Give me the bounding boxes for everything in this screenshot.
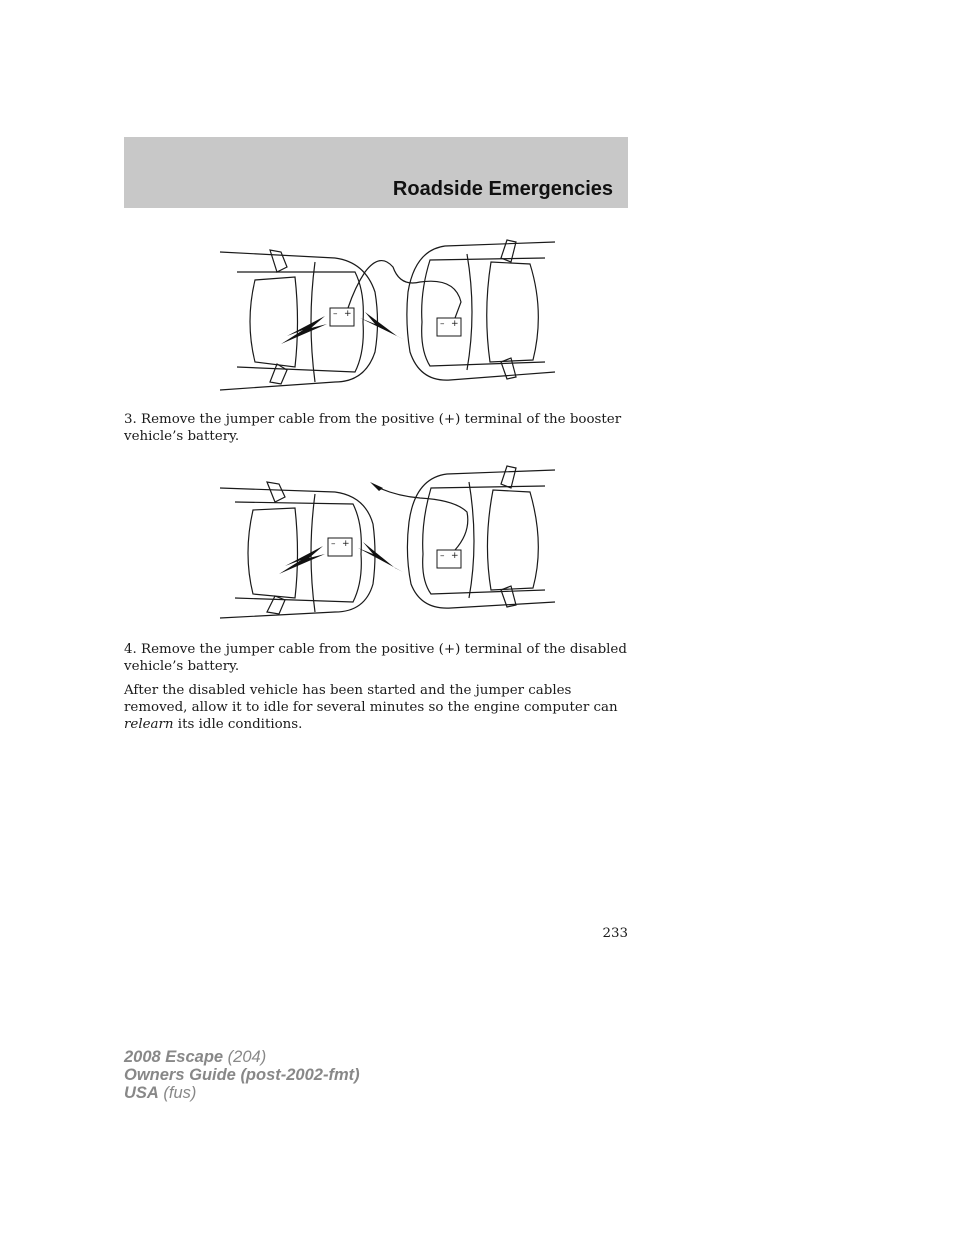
disabled-battery-minus: – xyxy=(440,319,445,329)
two-cars-cable-removed-diagram-icon xyxy=(215,462,560,624)
spark-bolt-icon xyxy=(281,316,327,344)
footer-model-code: (204) xyxy=(223,1048,267,1066)
two-cars-jumper-diagram-icon xyxy=(215,232,560,394)
jump-start-illustration-2 xyxy=(215,462,560,624)
footer-guide: Owners Guide (post-2002-fmt) xyxy=(124,1066,360,1084)
booster-battery-plus: + xyxy=(344,309,352,319)
jumper-cable xyxy=(348,261,461,318)
section-header-band xyxy=(124,137,628,208)
footer-line-2 xyxy=(124,1066,360,1084)
step-3-text: 3. Remove the jumper cable from the positive (+) terminal of the booster vehicle’s battery. xyxy=(124,412,622,444)
step-4-text: 4. Remove the jumper cable from the positive (+) terminal of the disabled vehicle’s battery. xyxy=(124,642,627,674)
footer-line-3 xyxy=(124,1084,360,1102)
page-number: 233 xyxy=(602,926,628,941)
disabled-battery-plus: + xyxy=(451,319,459,329)
relearn-note xyxy=(124,682,628,733)
spark-bolt-icon xyxy=(279,546,325,574)
booster-battery-plus: + xyxy=(342,539,350,549)
cable-clamp-icon xyxy=(370,482,383,491)
footer-model: 2008 Escape xyxy=(124,1048,224,1066)
relearn-note-start: After the disabled vehicle has been started and the jumper cables removed, allow it to idle for several minutes so the engine computer can xyxy=(124,683,618,715)
document-footer xyxy=(124,1048,360,1102)
spark-bolt-icon xyxy=(360,312,405,340)
section-title: Roadside Emergencies xyxy=(392,178,613,200)
relearn-note-end: its idle conditions. xyxy=(173,717,303,732)
relearn-term: relearn xyxy=(124,717,174,732)
disabled-battery-minus: – xyxy=(440,551,445,561)
jumper-cable xyxy=(375,486,468,550)
booster-battery-minus: – xyxy=(333,309,338,319)
footer-market: USA xyxy=(124,1084,159,1102)
spark-bolt-icon xyxy=(358,542,403,572)
footer-line-1 xyxy=(124,1048,360,1066)
disabled-battery-plus: + xyxy=(451,551,459,561)
jump-start-illustration-1 xyxy=(215,232,560,394)
booster-battery-minus: – xyxy=(331,539,336,549)
footer-market-code: (fus) xyxy=(158,1084,197,1102)
